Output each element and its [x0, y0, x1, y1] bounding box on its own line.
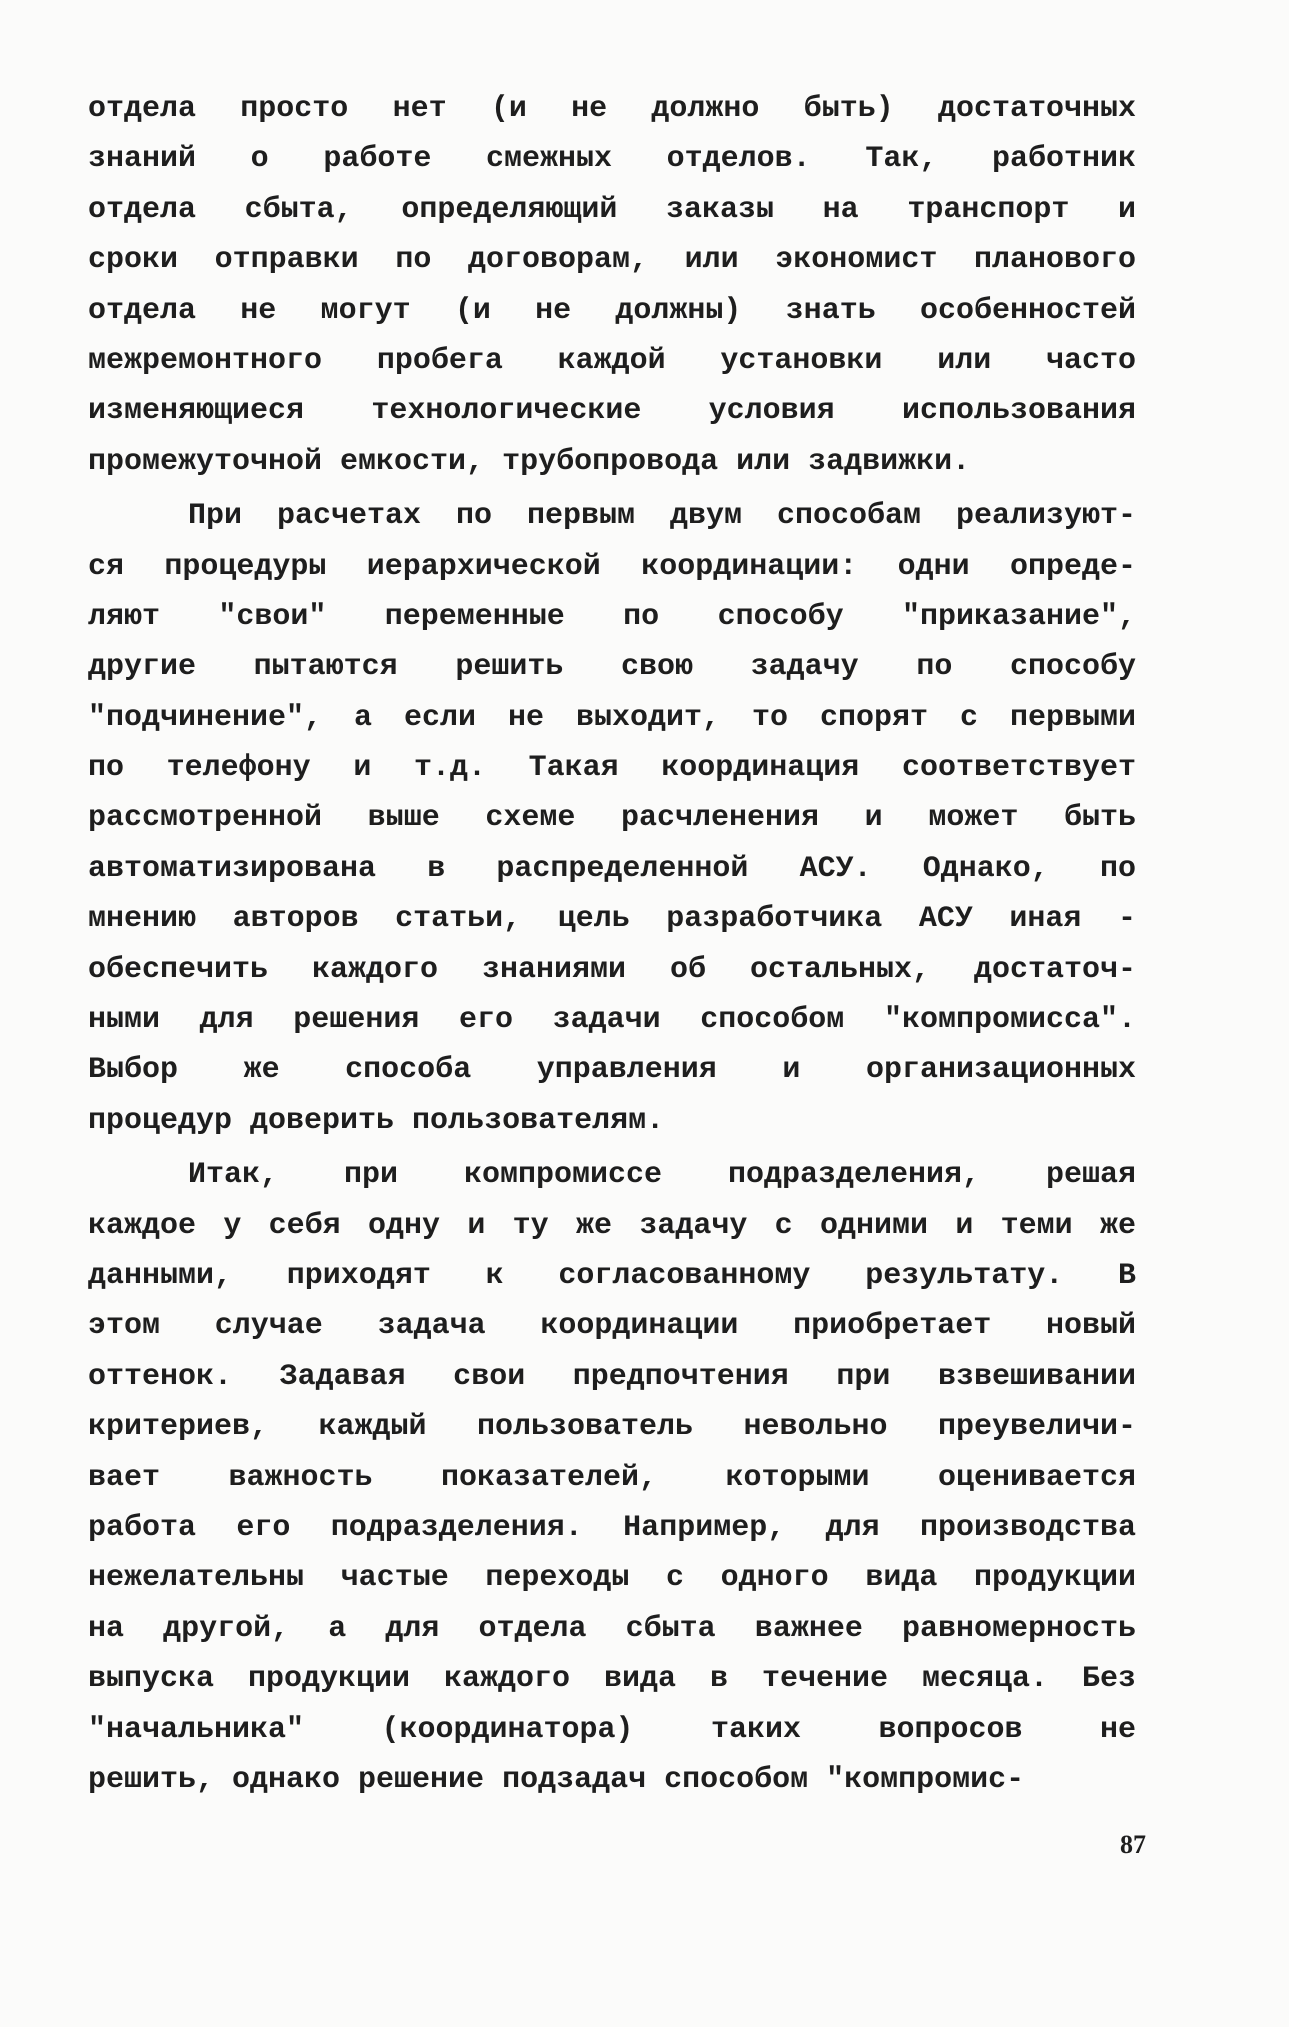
text-line: нежелательны частые переходы с одного вида продукции [88, 1561, 1136, 1596]
text-line: этом случае задача координации приобретает новый [88, 1309, 1136, 1344]
text-line: ся процедуры иерархической координации: одни опреде- [88, 549, 1136, 584]
text-line: ными для решения его задачи способом "компромисса". [88, 1003, 1136, 1038]
body-text [88, 84, 1136, 1805]
text-line: оттенок. Задавая свои предпочтения при взвешивании [88, 1359, 1136, 1394]
text-line: При расчетах по первым двум способам реализуют- [188, 499, 1136, 534]
page-number: 87 [1120, 1830, 1146, 1859]
text-line: ляют "свои" переменные по способу "приказание", [88, 599, 1136, 634]
text-line: каждое у себя одну и ту же задачу с одними и теми же [88, 1208, 1136, 1243]
text-line: мнению авторов статьи, цель разработчика АСУ иная - [88, 902, 1136, 937]
text-line: отдела просто нет (и не должно быть) достаточных [88, 92, 1136, 126]
text-line: данными, приходят к согласованному результату. В [88, 1258, 1136, 1293]
text-line: знаний о работе смежных отделов. Так, работник [88, 142, 1136, 177]
text-line: рассмотренной выше схеме расчленения и может быть [88, 801, 1136, 836]
text-line: "начальника" (координатора) таких вопросов не [88, 1712, 1136, 1747]
text-line: "подчинение", а если не выходит, то спорят с первыми [88, 700, 1136, 735]
text-line: автоматизирована в распределенной АСУ. Однако, по [88, 851, 1136, 886]
text-line: работа его подразделения. Например, для производства [88, 1510, 1136, 1545]
text-line: процедур доверить пользователям. [88, 1103, 665, 1138]
text-line: критериев, каждый пользователь невольно преувеличи- [88, 1410, 1136, 1445]
text-line: на другой, а для отдела сбыта важнее равномерность [88, 1611, 1136, 1646]
text-line: отдела не могут (и не должны) знать особенностей [88, 293, 1136, 328]
text-line: решить, однако решение подзадач способом "компромис- [88, 1762, 1025, 1797]
text-line: вает важность показателей, которыми оценивается [88, 1460, 1136, 1495]
text-line: межремонтного пробега каждой установки или часто [88, 343, 1136, 378]
text-line: другие пытаются решить свою задачу по способу [88, 650, 1136, 685]
text-line: по телефону и т.д. Такая координация соответствует [88, 751, 1136, 786]
text-line: отдела сбыта, определяющий заказы на транспорт и [88, 192, 1136, 227]
text-line: промежуточной емкости, трубопровода или задвижки. [88, 444, 971, 479]
text-line: сроки отправки по договорам, или экономист планового [88, 243, 1136, 278]
text-line: Выбор же способа управления и организационных [88, 1053, 1136, 1088]
text-line: обеспечить каждого знаниями об остальных, достаточ- [88, 952, 1136, 987]
text-line: выпуска продукции каждого вида в течение месяца. Без [88, 1662, 1136, 1697]
text-line: изменяющиеся технологические условия использования [88, 394, 1136, 429]
text-line: Итак, при компромиссе подразделения, решая [188, 1158, 1136, 1193]
